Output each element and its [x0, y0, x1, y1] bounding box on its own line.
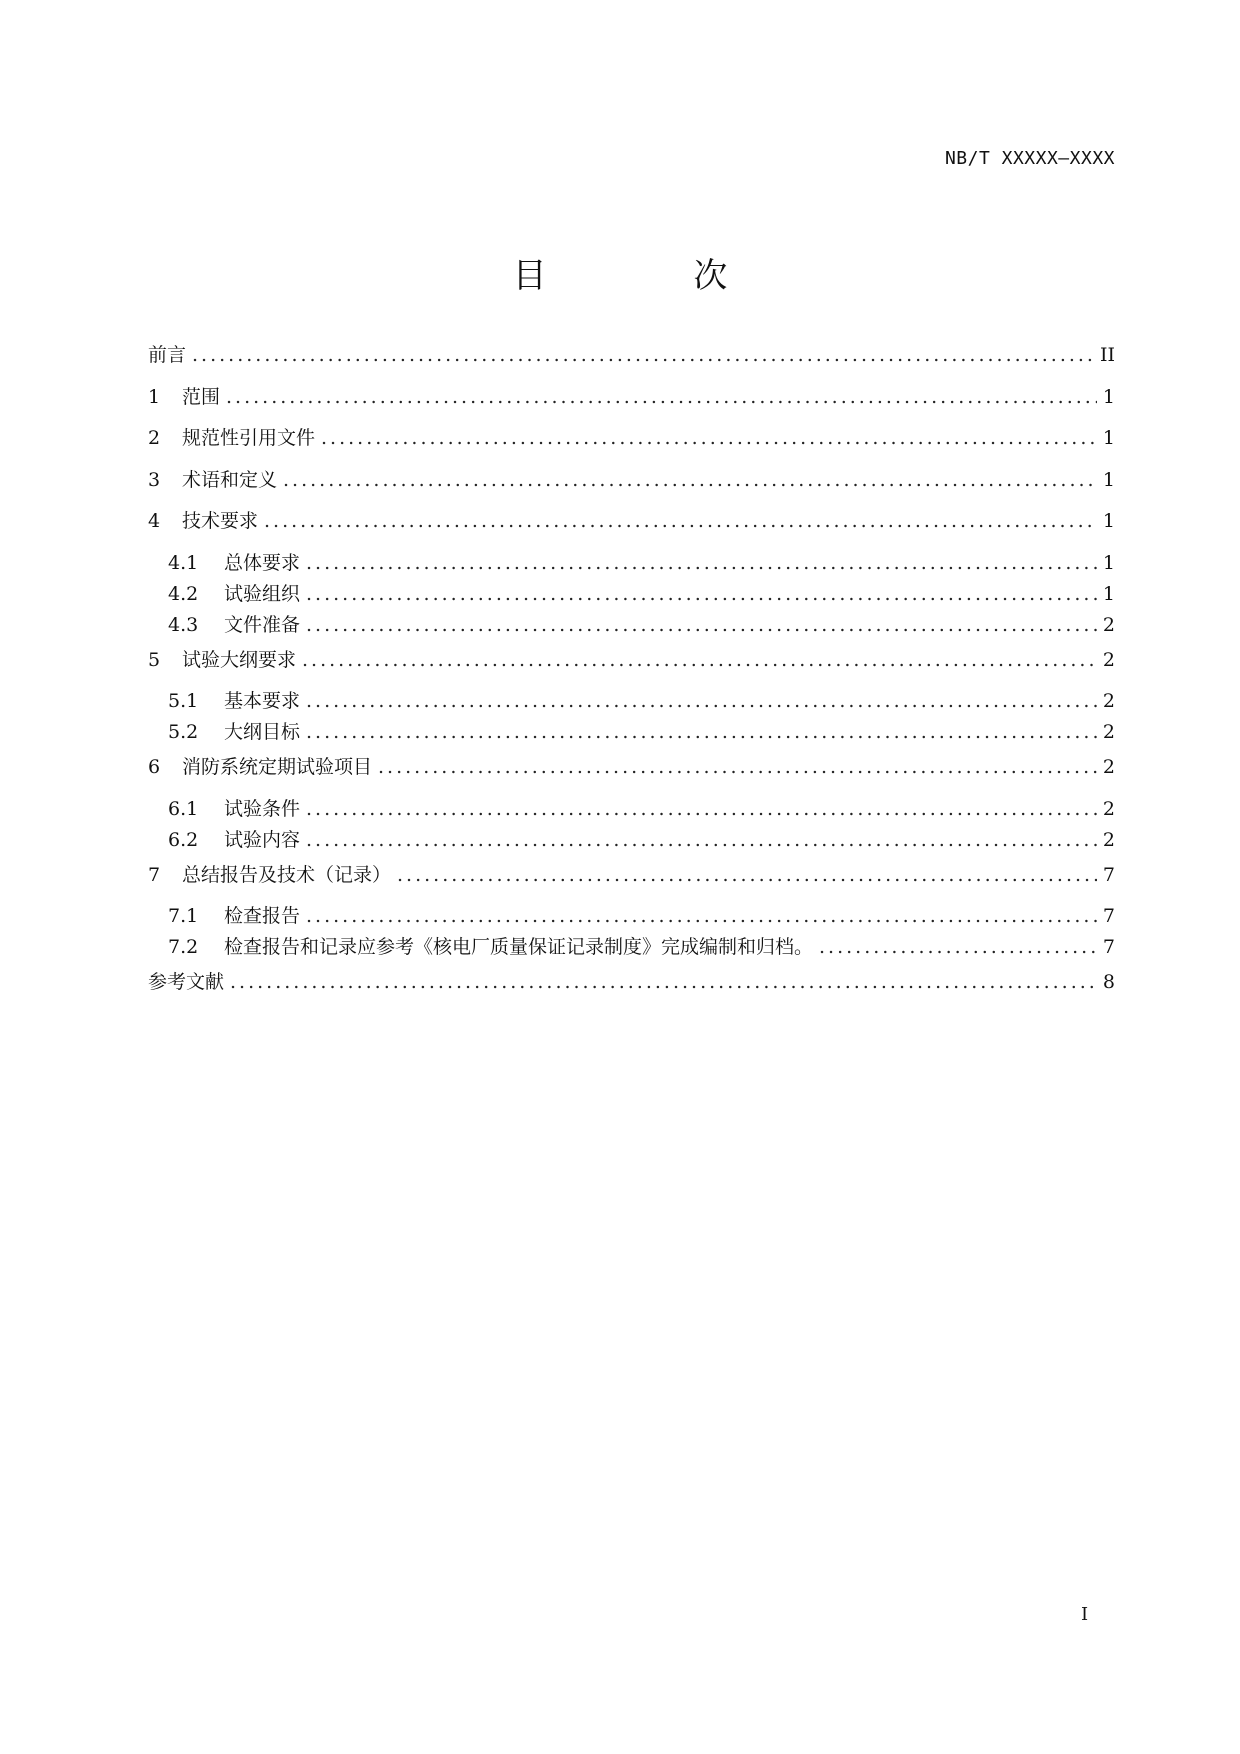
- toc-entry-title: 大纲目标: [224, 721, 301, 743]
- toc-entry[interactable]: [148, 506, 1115, 548]
- toc-entry-number: 4: [148, 510, 161, 532]
- toc-entry-title: 试验条件: [224, 797, 301, 820]
- toc-entry-title: 消防系统定期试验项目: [182, 756, 373, 778]
- toc-entry-page: 7: [1102, 905, 1115, 927]
- toc-entry-title: 总结报告及技术（记录）: [182, 863, 392, 886]
- toc-subentry[interactable]: [148, 932, 1115, 963]
- toc-entry[interactable]: [148, 860, 1115, 902]
- toc-entry-number: 6: [148, 756, 161, 778]
- toc-dot-leader: [819, 936, 1097, 958]
- toc-entry-title: 检查报告: [224, 905, 301, 927]
- toc-entry-page: 2: [1102, 613, 1115, 636]
- toc-subentry[interactable]: [148, 717, 1115, 748]
- toc-dot-leader: [397, 864, 1097, 886]
- toc-entry[interactable]: [148, 340, 1115, 382]
- toc-subentry[interactable]: [148, 610, 1115, 641]
- toc-entry-title: 规范性引用文件: [182, 427, 316, 449]
- page-number: I: [1081, 1604, 1089, 1625]
- toc-dot-leader: [306, 829, 1097, 851]
- toc-entry-number: 5.2: [168, 721, 199, 743]
- toc-entry-number: 7: [148, 863, 161, 886]
- toc-subentry[interactable]: [148, 686, 1115, 717]
- toc-entry-page: 1: [1102, 510, 1115, 532]
- toc-entry-page: 2: [1102, 756, 1115, 778]
- toc-entry-number: 5: [148, 648, 161, 671]
- toc-subentry[interactable]: [148, 579, 1115, 610]
- toc-entry-number: 6.1: [168, 797, 199, 820]
- toc-dot-leader: [306, 721, 1097, 743]
- toc-entry[interactable]: [148, 423, 1115, 465]
- toc-entry[interactable]: [148, 967, 1115, 1009]
- toc-dot-leader: [306, 690, 1097, 712]
- toc-entry-number: 7.1: [168, 905, 199, 927]
- toc-entry[interactable]: [148, 645, 1115, 687]
- table-of-contents: [148, 340, 1115, 1009]
- toc-entry-title: 技术要求: [182, 510, 259, 532]
- toc-entry-page: 1: [1102, 468, 1115, 491]
- toc-dot-leader: [226, 386, 1097, 408]
- toc-dot-leader: [192, 344, 1094, 366]
- toc-entry-page: 2: [1102, 648, 1115, 671]
- toc-subentry[interactable]: [148, 794, 1115, 825]
- toc-entry-title: 范围: [182, 385, 221, 408]
- toc-dot-leader: [302, 649, 1097, 671]
- toc-entry-page: 7: [1102, 863, 1115, 886]
- toc-entry-title: 术语和定义: [182, 468, 278, 491]
- toc-entry-title: 检查报告和记录应参考《核电厂质量保证记录制度》完成编制和归档。: [224, 936, 814, 958]
- toc-dot-leader: [306, 905, 1097, 927]
- toc-dot-leader: [321, 427, 1097, 449]
- toc-dot-leader: [230, 971, 1097, 993]
- toc-entry-number: 3: [148, 468, 161, 491]
- toc-entry-page: 2: [1102, 797, 1115, 820]
- toc-entry-number: 6.2: [168, 828, 199, 851]
- toc-entry-page: 8: [1102, 971, 1115, 993]
- toc-entry-page: 7: [1102, 936, 1115, 958]
- toc-dot-leader: [283, 469, 1097, 491]
- toc-entry[interactable]: [148, 465, 1115, 507]
- toc-entry-title: 文件准备: [224, 613, 301, 636]
- toc-entry-page: 2: [1102, 690, 1115, 712]
- toc-entry-number: 1: [148, 385, 161, 408]
- toc-dot-leader: [306, 583, 1097, 605]
- toc-entry-number: 4.2: [168, 582, 199, 605]
- toc-subentry[interactable]: [148, 825, 1115, 856]
- toc-entry-title: 参考文献: [148, 971, 225, 993]
- toc-entry-number: 5.1: [168, 690, 199, 712]
- toc-entry-title: 试验组织: [224, 582, 301, 605]
- toc-dot-leader: [378, 756, 1097, 778]
- document-code: NB/T XXXXX—XXXX: [944, 148, 1115, 169]
- toc-entry-page: 1: [1102, 551, 1115, 574]
- toc-entry-page: 2: [1102, 721, 1115, 743]
- toc-dot-leader: [306, 552, 1097, 574]
- toc-entry-number: 4.1: [168, 551, 199, 574]
- toc-entry-number: 2: [148, 427, 161, 449]
- toc-entry-number: 7.2: [168, 936, 199, 958]
- toc-entry-title: 试验大纲要求: [182, 648, 297, 671]
- toc-entry[interactable]: [148, 752, 1115, 794]
- toc-dot-leader: [264, 510, 1097, 532]
- toc-entry-page: II: [1099, 344, 1115, 366]
- toc-entry-title: 前言: [148, 344, 187, 366]
- toc-entry-page: 2: [1102, 828, 1115, 851]
- page-title: 目 次: [512, 256, 796, 296]
- toc-entry-page: 1: [1102, 385, 1115, 408]
- toc-dot-leader: [306, 798, 1097, 820]
- toc-entry-page: 1: [1102, 427, 1115, 449]
- toc-entry-number: 4.3: [168, 613, 199, 636]
- toc-entry-title: 试验内容: [224, 828, 301, 851]
- toc-entry-title: 总体要求: [224, 551, 301, 574]
- toc-entry-page: 1: [1102, 582, 1115, 605]
- toc-entry[interactable]: [148, 382, 1115, 424]
- toc-subentry[interactable]: [148, 901, 1115, 932]
- toc-subentry[interactable]: [148, 548, 1115, 579]
- toc-dot-leader: [306, 614, 1097, 636]
- toc-entry-title: 基本要求: [224, 690, 301, 712]
